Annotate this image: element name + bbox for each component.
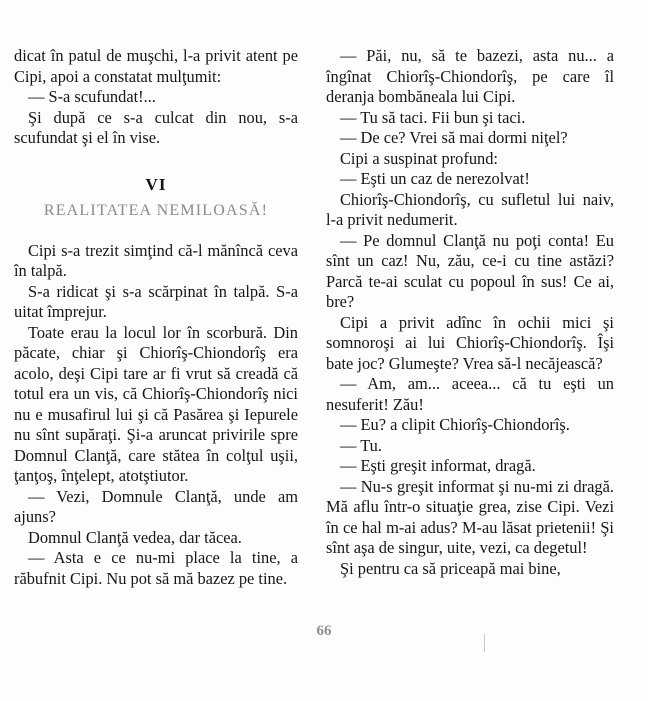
paragraph: — Nu-s greşit informat şi nu-mi zi dragă. Mă aflu într-o situaţie grea, zise Cipi. Vezi în ce hal m-ai adus? M-au lăsat prietenii! Şi sînt aşa de singur, uite, vezi, ca degetul! xyxy=(326,476,614,557)
left-column xyxy=(14,46,298,589)
paragraph: — Eşti greşit informat, dragă. xyxy=(340,456,536,475)
paragraph: Cipi a suspinat profund: xyxy=(340,148,498,168)
paragraph: — Asta e ce nu-mi place la tine, a răbufnit Cipi. Nu pot să mă bazez pe tine. xyxy=(14,548,298,588)
right-column xyxy=(326,46,614,579)
paragraph: dicat în patul de muşchi, l-a privit atent pe Cipi, apoi a constatat mulţumit: xyxy=(14,46,298,86)
paragraph: — Pe domnul Clanţă nu poţi conta! Eu sînt un caz! Nu, zău, ce-i cu tine astăzi? Parcă te-ai sculat cu popoul în sus! Ce ai, bre? xyxy=(326,230,614,311)
scan-mark xyxy=(484,634,485,652)
paragraph: — De ce? Vrei să mai dormi niţel? xyxy=(340,128,568,147)
paragraph: Cipi a privit adînc în ochii mici şi somnoroşi ai lui Chiorîş-Chiondorîş. Îşi bate joc? Glumeşte? Vrea să-l necăjească? xyxy=(326,312,614,373)
chapter-title: REALITATEA NEMILOASĂ! xyxy=(43,201,269,219)
paragraph: — S-a scufundat!... xyxy=(28,87,156,106)
paragraph: — Tu să taci. Fii bun şi taci. xyxy=(340,107,526,127)
section-gap xyxy=(14,149,298,175)
section-gap xyxy=(14,221,298,241)
paragraph: — Tu. xyxy=(340,435,382,455)
paragraph: — Am, am... aceea... că tu eşti un nesuferit! Zău! xyxy=(326,374,614,414)
paragraph: Şi după ce s-a culcat din nou, s-a scufundat şi el în vise. xyxy=(14,107,298,147)
page-number: 66 xyxy=(316,623,332,639)
paragraph: Chiorîş-Chiondorîş, cu sufletul lui naiv, l-a privit nedumerit. xyxy=(326,189,614,229)
paragraph: Domnul Clanţă vedea, dar tăcea. xyxy=(28,527,242,547)
paragraph: — Eşti un caz de nerezolvat! xyxy=(340,169,530,188)
paragraph: Şi pentru ca să priceapă mai bine, xyxy=(340,558,561,578)
chapter-number: VI xyxy=(145,174,167,194)
paragraph: S-a ridicat şi s-a scărpinat în talpă. S-a uitat împrejur. xyxy=(14,281,298,321)
paragraph: — Vezi, Domnule Clanţă, unde am ajuns? xyxy=(14,486,298,526)
paragraph: — Eu? a clipit Chiorîş-Chiondorîş. xyxy=(340,415,570,434)
paragraph: Cipi s-a trezit simţind că-l mănîncă ceva în talpă. xyxy=(14,240,298,280)
paragraph: Toate erau la locul lor în scorbură. Din păcate, chiar şi Chiorîş-Chiondorîş era acolo, deşi Cipi tare ar fi vrut să creadă că totul era un vis, că Chiorîş-Chiondorîş nici nu e musafirul lui şi că Pasărea şi Iepurele nu sînt supăraţi. Şi-a aruncat privirile spre Domnul Clanţă, care stătea în colţul uşii, ţanţoş, înţelept, atotştiutor. xyxy=(14,322,298,485)
paragraph: — Păi, nu, să te bazezi, asta nu... a îngînat Chiorîş-Chiondorîş, pe care îl deranja bombăneala lui Cipi. xyxy=(326,46,614,106)
